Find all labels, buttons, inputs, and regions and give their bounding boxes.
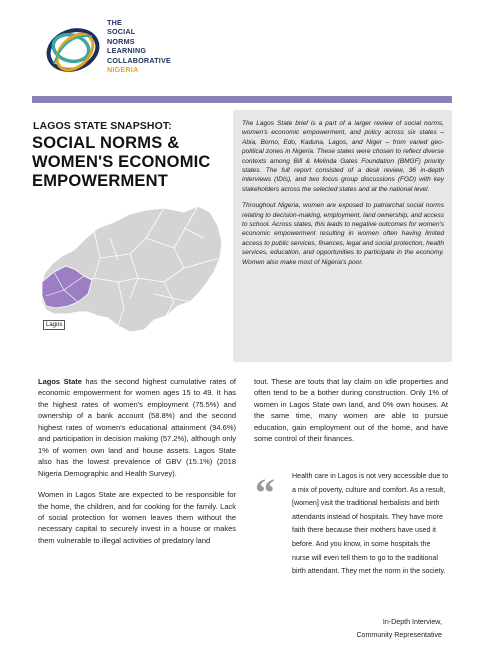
logo-line: LEARNING xyxy=(107,46,147,56)
logo-line: NORMS xyxy=(107,36,135,46)
page-kicker: LAGOS STATE SNAPSHOT: xyxy=(33,120,172,132)
attribution-line: In-Depth Interview, xyxy=(382,618,442,626)
logo-line: THE xyxy=(107,18,122,27)
body-paragraph xyxy=(38,376,236,479)
body-paragraph: tout. These are touts that lay claim on idle properties and often tend to be a bother during construction. Only 1% of women in Lagos State own land, and 0% own houses. At the same time, many women are able to pursue education, gain employment out of the home, and have some control of their finances. xyxy=(254,377,448,444)
body-right-column xyxy=(254,376,448,445)
attribution-line: Community Representative xyxy=(356,631,442,639)
logo-line: SOCIAL xyxy=(107,27,136,37)
summary-paragraph: Throughout Nigeria, women are exposed to patriarchal social norms relating to decision-making, employment, land ownership, and access to school. Across states, this leads to negative outcomes for women's economic empowerment resulting in women often having limited access to public services, finances, legal and social protection, health services, education, and opportunities to participate in the economy. Women also make most of Nigeria's poor. xyxy=(242,202,444,266)
header-accent-bar xyxy=(32,96,452,103)
body-lead: Lagos State xyxy=(38,377,82,386)
body-left-column xyxy=(38,376,236,556)
quote-attribution xyxy=(292,616,442,642)
quote-mark-icon: “ xyxy=(255,470,275,515)
body-paragraph: Women in Lagos State are expected to be responsible for the home, the children, and for cooking for the family. Lack of social protection for women leaves them without the necessary capital to securely invest in a house or makes them vulnerable to illegal activities of predatory land xyxy=(38,490,236,545)
body-text: has the second highest cumulative rates of economic empowerment for women ages 15 to 49. It has the highest rates of women's employment (75.5%) and ownership of a bank account (58.8%) and the second highest rates of women's educational attainment (94.6%) and participation in decision making (57.2%), although only 1% of women own land and house assets. Lagos State also has the lowest prevalence of GBV (15.1%) (2018 Nigeria Demographic and Health Survey). xyxy=(38,377,236,478)
logo xyxy=(44,18,184,82)
summary-box xyxy=(233,110,452,362)
page-title: SOCIAL NORMS & WOMEN'S ECONOMIC EMPOWERMENT xyxy=(32,134,211,190)
logo-text xyxy=(107,18,171,74)
nigeria-map xyxy=(34,198,230,338)
logo-line: NIGERIA xyxy=(107,65,139,75)
map-label-lagos: Lagos xyxy=(43,320,65,330)
logo-line: COLLABORATIVE xyxy=(107,55,171,65)
pull-quote: Health care in Lagos is not very accessible due to a mix of poverty, culture and comfort. As a result, [women] visit the traditional herbalists and birth attendants instead of hospitals. They have more faith there because their mothers have used it before. And you know, in some hospitals the nurse will even tell them to go to the traditional birth attendant. They met the norm in the society. xyxy=(292,472,449,576)
summary-paragraph: The Lagos State brief is a part of a larger review of social norms, women's economic empowerment, and policy across six states – Abia, Borno, Edo, Kaduna, Lagos, and Niger – from varied geo-political zones in Nigeria. These states were chosen to reflect diverse contexts among Bill & Melinda Gates Foundation (BMGF) priority states. The full report consisted of a desk review, 36 in-depth interviews (IDIs), and two focus group discussions (FGD) with key stakeholders across the selected states and at the national level. xyxy=(242,120,444,193)
logo-rings-icon xyxy=(44,24,102,76)
